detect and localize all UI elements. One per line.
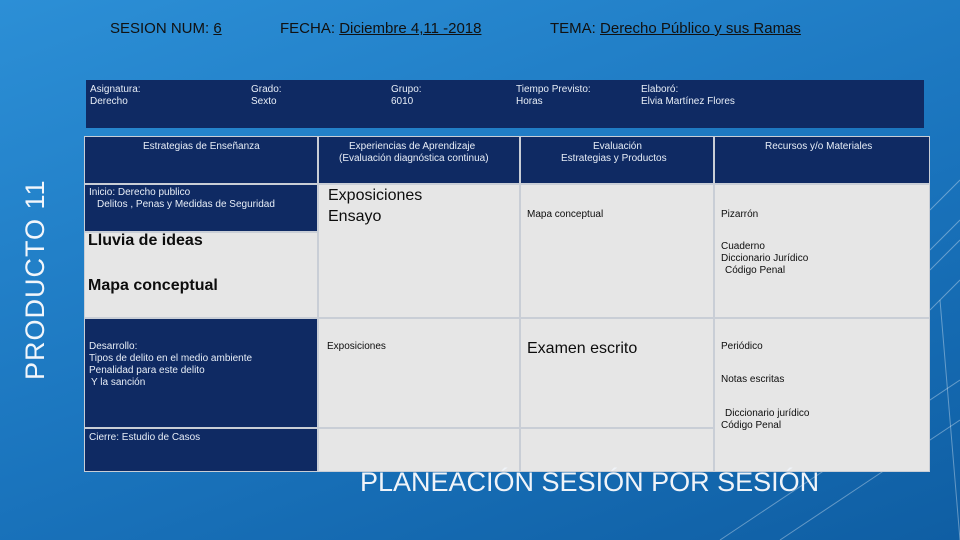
desarrollo-experiencias-cell: Exposiciones [318,318,520,428]
inicio-ensayo: Ensayo [328,208,382,225]
cierre-evaluacion-cell [520,428,714,472]
info-bar [86,80,924,128]
cierre-experiencias-cell [318,428,520,472]
info-asignatura: Asignatura: Derecho [90,84,141,107]
session-date: FECHA: Diciembre 4,11 -2018 [280,20,482,37]
inicio-cell: Inicio: Derecho publico Delitos , Penas y Medidas de Seguridad [84,184,318,232]
inicio-mapa-conceptual: Mapa conceptual [88,277,218,294]
info-tiempo: Tiempo Previsto: Horas [516,84,591,107]
cierre-cell: Cierre: Estudio de Casos [84,428,318,472]
header-experiencias: Experiencias de Aprendizaje (Evaluación diagnóstica continua) [318,136,520,184]
inicio-exposiciones: Exposiciones [328,187,423,204]
desarrollo-evaluacion-cell: Examen escrito [520,318,714,428]
info-grupo: Grupo: 6010 [391,84,422,107]
info-elaboro: Elaboró: Elvia Martínez Flores [641,84,735,107]
header-estrategias: Estrategias de Enseñanza [84,136,318,184]
info-grado: Grado: Sexto [251,84,282,107]
session-number: SESION NUM: 6 [110,20,222,37]
header-evaluacion: Evaluación Estrategias y Productos [520,136,714,184]
desarrollo-recursos-cell: Periódico Notas escritas Diccionario jurídico Código Penal [714,318,930,472]
footer-title: PLANEACIÓN SESIÓN POR SESIÓN [360,467,820,497]
desarrollo-cell: Desarrollo: Tipos de delito en el medio ambiente Penalidad para este delito Y la sanción [84,318,318,428]
header-recursos: Recursos y/o Materiales [714,136,930,184]
inicio-lluvia-ideas: Lluvia de ideas [88,232,203,249]
inicio-evaluacion-cell: Mapa conceptual [520,184,714,318]
planning-table [84,136,930,472]
session-topic: TEMA: Derecho Público y sus Ramas [550,20,801,37]
vertical-product-title: PRODUCTO 11 [20,179,50,380]
inicio-recursos-cell: Pizarrón Cuaderno Diccionario Jurídico Código Penal [714,184,930,318]
